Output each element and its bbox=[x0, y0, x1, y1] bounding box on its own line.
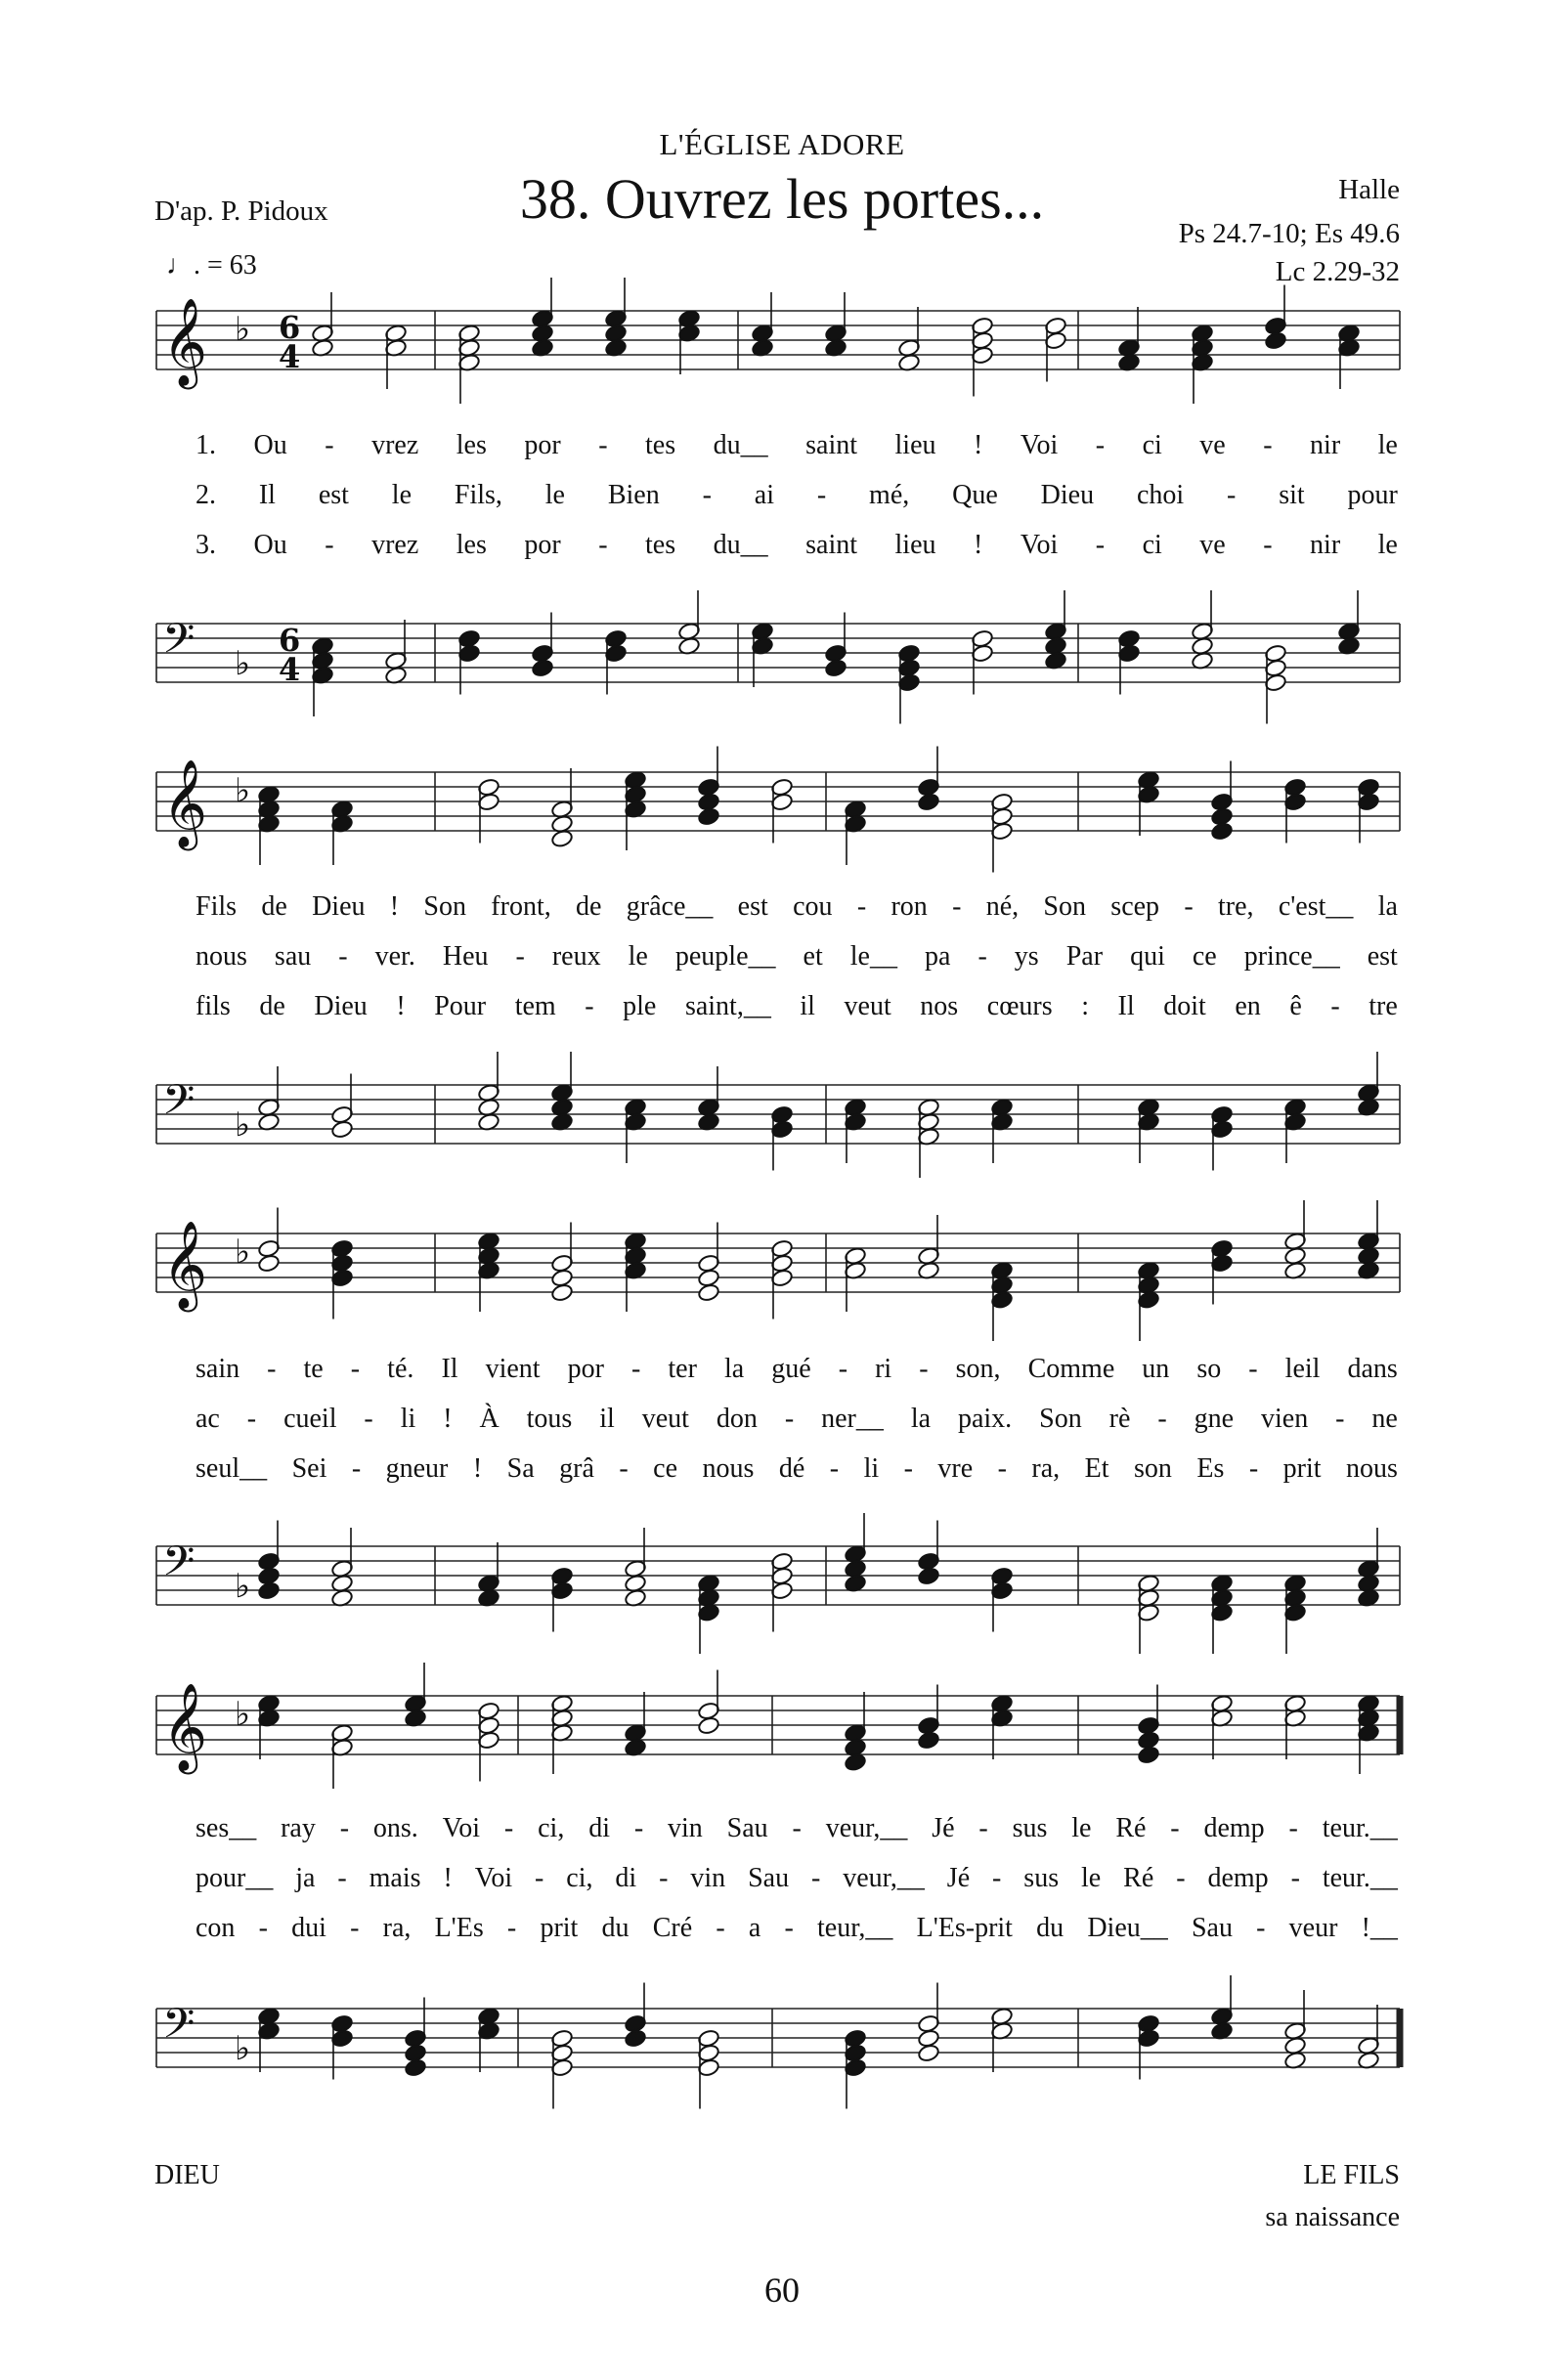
note-head bbox=[697, 807, 720, 827]
time-signature-bottom: 4 bbox=[279, 651, 301, 688]
treble-clef-icon: 𝄞 bbox=[162, 1221, 208, 1309]
note-head bbox=[550, 1283, 574, 1303]
bass-clef-icon: 𝄢 bbox=[162, 2000, 196, 2058]
note-head bbox=[697, 1716, 720, 1736]
bass-staff bbox=[156, 1052, 1400, 1178]
note-head bbox=[917, 2044, 940, 2063]
verse-line: sain - te - té. Il vient por - ter la gué - ri - son, Comme un so - leil dans bbox=[196, 1354, 1398, 1384]
page-number: 60 bbox=[764, 2271, 800, 2310]
verse-line: ac - cueil - li ! À tous il veut don - ner__ la paix. Son rè - gne vien - ne bbox=[196, 1404, 1398, 1434]
category-left: DIEU bbox=[154, 2160, 220, 2190]
treble-staff bbox=[156, 1663, 1400, 1789]
composer-credit: D'ap. P. Pidoux bbox=[154, 195, 328, 227]
bass-clef-icon: 𝄢 bbox=[162, 615, 196, 673]
flat-key-signature-icon: ♭ bbox=[235, 644, 251, 683]
tempo-marking: ♩. = 63 bbox=[166, 250, 257, 281]
time-signature-top: 6 bbox=[279, 622, 301, 659]
note-head bbox=[624, 2029, 647, 2049]
time-signature-top: 6 bbox=[279, 309, 301, 346]
bass-staff bbox=[156, 1513, 1400, 1654]
note-head bbox=[844, 1753, 867, 1772]
note-head bbox=[330, 1120, 354, 1140]
verse-line: fils de Dieu ! Pour tem - ple saint,__ il veut nos cœurs : Il doit en ê - tre bbox=[196, 991, 1398, 1021]
note-head bbox=[257, 1254, 281, 1274]
treble-clef-icon: 𝄞 bbox=[162, 759, 208, 847]
verse-line: pour__ ja - mais ! Voi - ci, di - vin Sau - veur,__ Jé - sus le Ré - demp - teur.__ bbox=[196, 1863, 1398, 1893]
flat-key-signature-icon: ♭ bbox=[235, 1567, 251, 1606]
scripture-refs-line1: Ps 24.7-10; Es 49.6 bbox=[1178, 218, 1400, 249]
flat-key-signature-icon: ♭ bbox=[235, 771, 251, 810]
verse-line: 2. Il est le Fils, le Bien - ai - mé, Que Dieu choi - sit pour bbox=[196, 480, 1398, 510]
treble-staff bbox=[156, 747, 1400, 873]
note-head bbox=[917, 1731, 940, 1751]
bass-clef-icon: 𝄢 bbox=[162, 1537, 196, 1596]
note-head bbox=[550, 829, 574, 848]
note-head bbox=[697, 1283, 720, 1303]
flat-key-signature-icon: ♭ bbox=[235, 310, 251, 349]
verse-line: seul__ Sei - gneur ! Sa grâ - ce nous dé - li - vre - ra, Et son Es - prit nous bbox=[196, 1453, 1398, 1484]
verse-line: Fils de Dieu ! Son front, de grâce__ est cou - ron - né, Son scep - tre, c'est__ la bbox=[196, 891, 1398, 922]
note-head bbox=[824, 659, 847, 678]
bass-staff bbox=[156, 590, 1400, 724]
verse-line: nous sau - ver. Heu - reux le peuple__ et le__ pa - ys Par qui ce prince__ est bbox=[196, 941, 1398, 972]
time-signature-bottom: 4 bbox=[279, 338, 301, 375]
treble-staff bbox=[156, 278, 1400, 404]
bass-clef-icon: 𝄢 bbox=[162, 1076, 196, 1135]
category-right: LE FILS bbox=[1303, 2160, 1400, 2190]
bass-staff bbox=[156, 1975, 1400, 2109]
hymn-title: 38. Ouvrez les portes... bbox=[519, 167, 1045, 231]
treble-clef-icon: 𝄞 bbox=[162, 298, 208, 386]
subcategory-right: sa naissance bbox=[1265, 2202, 1400, 2232]
flat-key-signature-icon: ♭ bbox=[235, 1233, 251, 1272]
flat-key-signature-icon: ♭ bbox=[235, 2029, 251, 2068]
verse-line: con - dui - ra, L'Es - prit du Cré - a - teur,__ L'Es-prit du Dieu__ Sau - veur !__ bbox=[196, 1913, 1398, 1943]
section-heading: L'ÉGLISE ADORE bbox=[659, 127, 905, 161]
treble-staff bbox=[156, 1200, 1400, 1341]
note-head bbox=[917, 793, 940, 812]
flat-key-signature-icon: ♭ bbox=[235, 1695, 251, 1734]
treble-clef-icon: 𝄞 bbox=[162, 1683, 208, 1771]
flat-key-signature-icon: ♭ bbox=[235, 1105, 251, 1145]
scripture-refs-line2: Lc 2.29-32 bbox=[1275, 256, 1400, 287]
note-head bbox=[1264, 331, 1287, 351]
verse-line: 1. Ou - vrez les por - tes du__ saint lieu ! Voi - ci ve - nir le bbox=[196, 430, 1398, 460]
verse-line: 3. Ou - vrez les por - tes du__ saint lieu ! Voi - ci ve - nir le bbox=[196, 530, 1398, 560]
note-head bbox=[1137, 1746, 1160, 1765]
note-head bbox=[531, 659, 554, 678]
note-head bbox=[1210, 822, 1234, 842]
note-head bbox=[917, 1567, 940, 1586]
melody-source: Halle bbox=[1338, 174, 1400, 205]
note-head bbox=[404, 2058, 427, 2078]
note-head bbox=[257, 1581, 281, 1601]
verse-line: ses__ ray - ons. Voi - ci, di - vin Sau - veur,__ Jé - sus le Ré - demp - teur.__ bbox=[196, 1813, 1398, 1843]
